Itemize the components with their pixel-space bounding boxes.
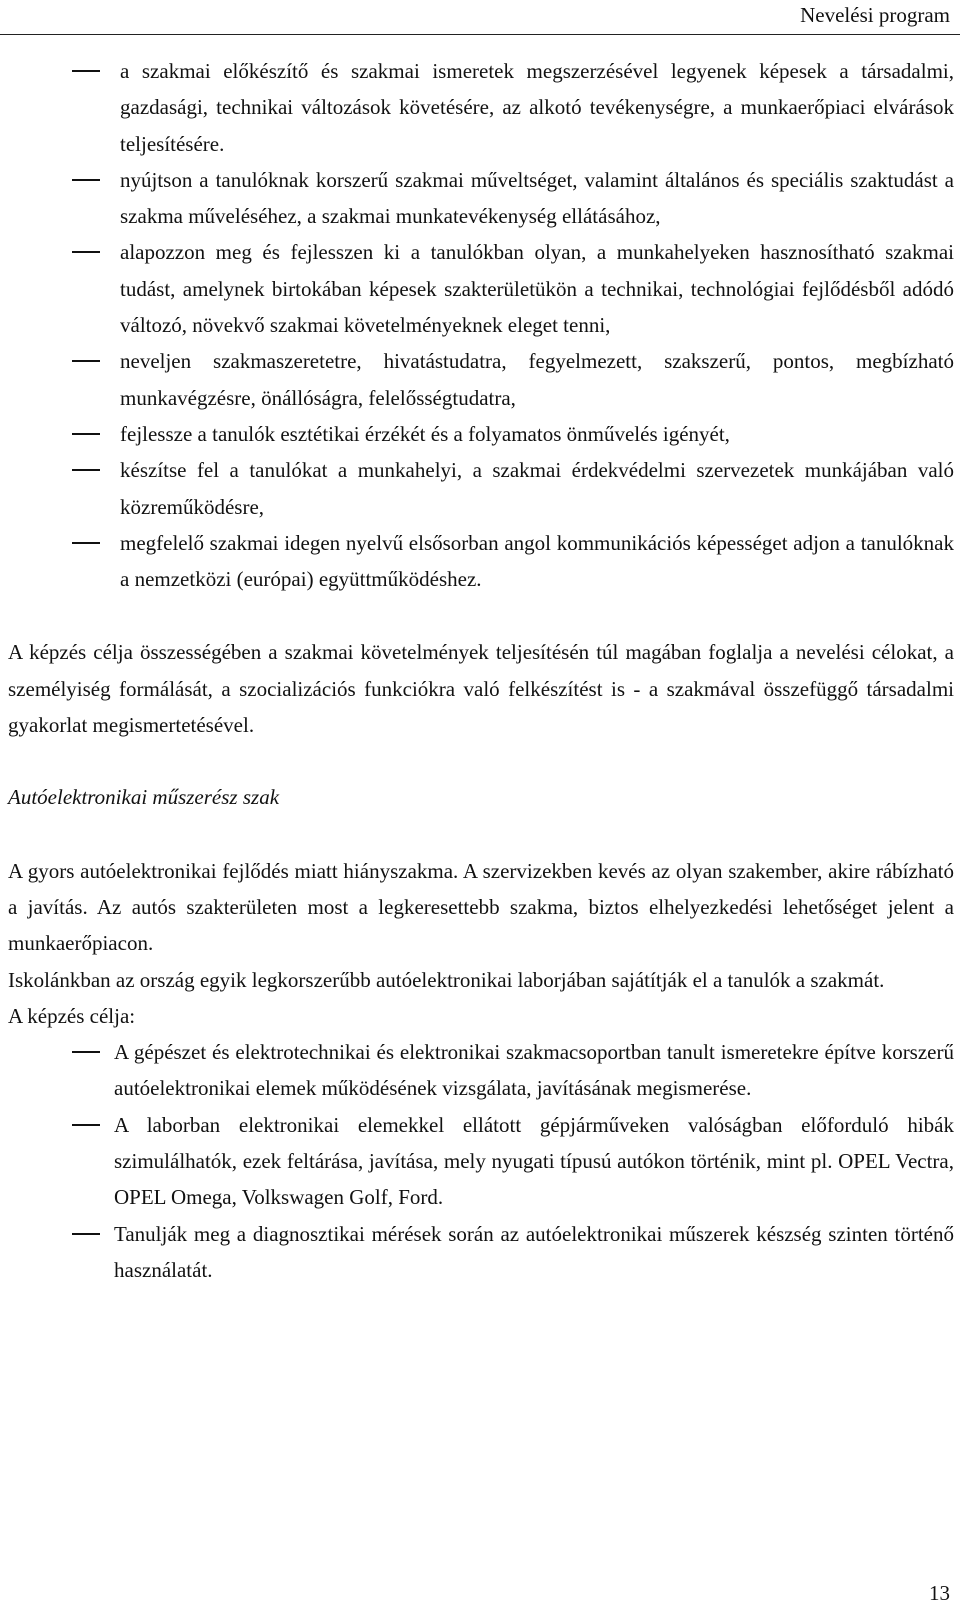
- dash-bullet-icon: [72, 360, 100, 362]
- page-number: 13: [929, 1581, 950, 1605]
- list-item: alapozzon meg és fejlesszen ki a tanulókban olyan, a munkahelyeken hasznosítható szakmai tudást, amelynek birtokában képesek szakterületükön a technikai, technológiai fejlődésből adódó változó, növekvő szakmai követelményeknek eleget tenni,: [8, 234, 954, 343]
- page-content: [8, 53, 954, 1288]
- list-item: készítse fel a tanulókat a munkahelyi, a szakmai érdekvédelmi szervezetek munkájában való közreműködésre,: [8, 452, 954, 525]
- list-item: nyújtson a tanulóknak korszerű szakmai műveltséget, valamint általános és speciális szaktudást a szakma műveléséhez, a szakmai munkatevékenység ellátásához,: [8, 162, 954, 235]
- list-item: megfelelő szakmai idegen nyelvű elsősorban angol kommunikációs képességet adjon a tanulóknak a nemzetközi (európai) együttműködéshez.: [8, 525, 954, 598]
- dash-bullet-icon: [72, 469, 100, 471]
- dash-bullet-icon: [72, 433, 100, 435]
- list-item: a szakmai előkészítő és szakmai ismeretek megszerzésével legyenek képesek a társadalmi, gazdasági, technikai változások követésére, az alkotó tevékenységre, a munkaerőpiaci elvárások teljesítésére.: [8, 53, 954, 162]
- list-item: neveljen szakmaszeretetre, hivatástudatra, fegyelmezett, szakszerű, pontos, megbízható munkavégzésre, önállóságra, felelősségtudatra,: [8, 343, 954, 416]
- dash-bullet-icon: [72, 542, 100, 544]
- section-paragraph: A képzés célja:: [8, 1003, 136, 1028]
- section-title: Autóelektronikai műszerész szak: [8, 785, 280, 810]
- list-item: Tanulják meg a diagnosztikai mérések során az autóelektronikai műszerek készség szinten történő használatát.: [8, 1216, 954, 1289]
- dash-bullet-icon: [72, 1124, 100, 1126]
- list-item: A gépészet és elektrotechnikai és elektronikai szakmacsoportban tanult ismeretekre építve korszerű autóelektronikai elemek működésének vizsgálata, javításának megismerése.: [8, 1034, 954, 1107]
- dash-bullet-icon: [72, 251, 100, 253]
- list-item: A laborban elektronikai elemekkel ellátott gépjárműveken valóságban előforduló hibák szimulálhatók, ezek feltárása, javítása, mely nyugati típusú autókon történik, mint pl. OPEL Vectra, OPEL Omega, Volkswagen Golf, Ford.: [8, 1107, 954, 1216]
- dash-bullet-icon: [72, 179, 100, 181]
- header-title: Nevelési program: [800, 3, 950, 27]
- section-paragraph: A gyors autóelektronikai fejlődés miatt hiányszakma. A szervizekben kevés az olyan szakember, akire rábízható a javítás. Az autós szakterületen most a legkeresettebb szakma, biztos elhelyezkedési lehetőséget jelent a munkaerőpiacon.: [8, 858, 954, 956]
- goals-list: [8, 53, 954, 597]
- section-paragraph: Iskolánkban az ország egyik legkorszerűbb autóelektronikai laborjában sajátítják el a tanulók a szakmát.: [8, 967, 885, 992]
- summary-paragraph: A képzés célja összességében a szakmai követelmények teljesítésén túl magában foglalja a nevelési célokat, a személyiség formálását, a szocializációs funkciókra való felkészítést is - a szakmával összefüggő társadalmi gyakorlat megismertetésével.: [8, 640, 954, 738]
- list-item: fejlessze a tanulók esztétikai érzékét és a folyamatos önművelés igényét,: [8, 416, 954, 452]
- dash-bullet-icon: [72, 70, 100, 72]
- training-goals-list: [8, 1034, 954, 1288]
- dash-bullet-icon: [72, 1051, 100, 1053]
- dash-bullet-icon: [72, 1233, 100, 1235]
- page-header: [0, 0, 960, 35]
